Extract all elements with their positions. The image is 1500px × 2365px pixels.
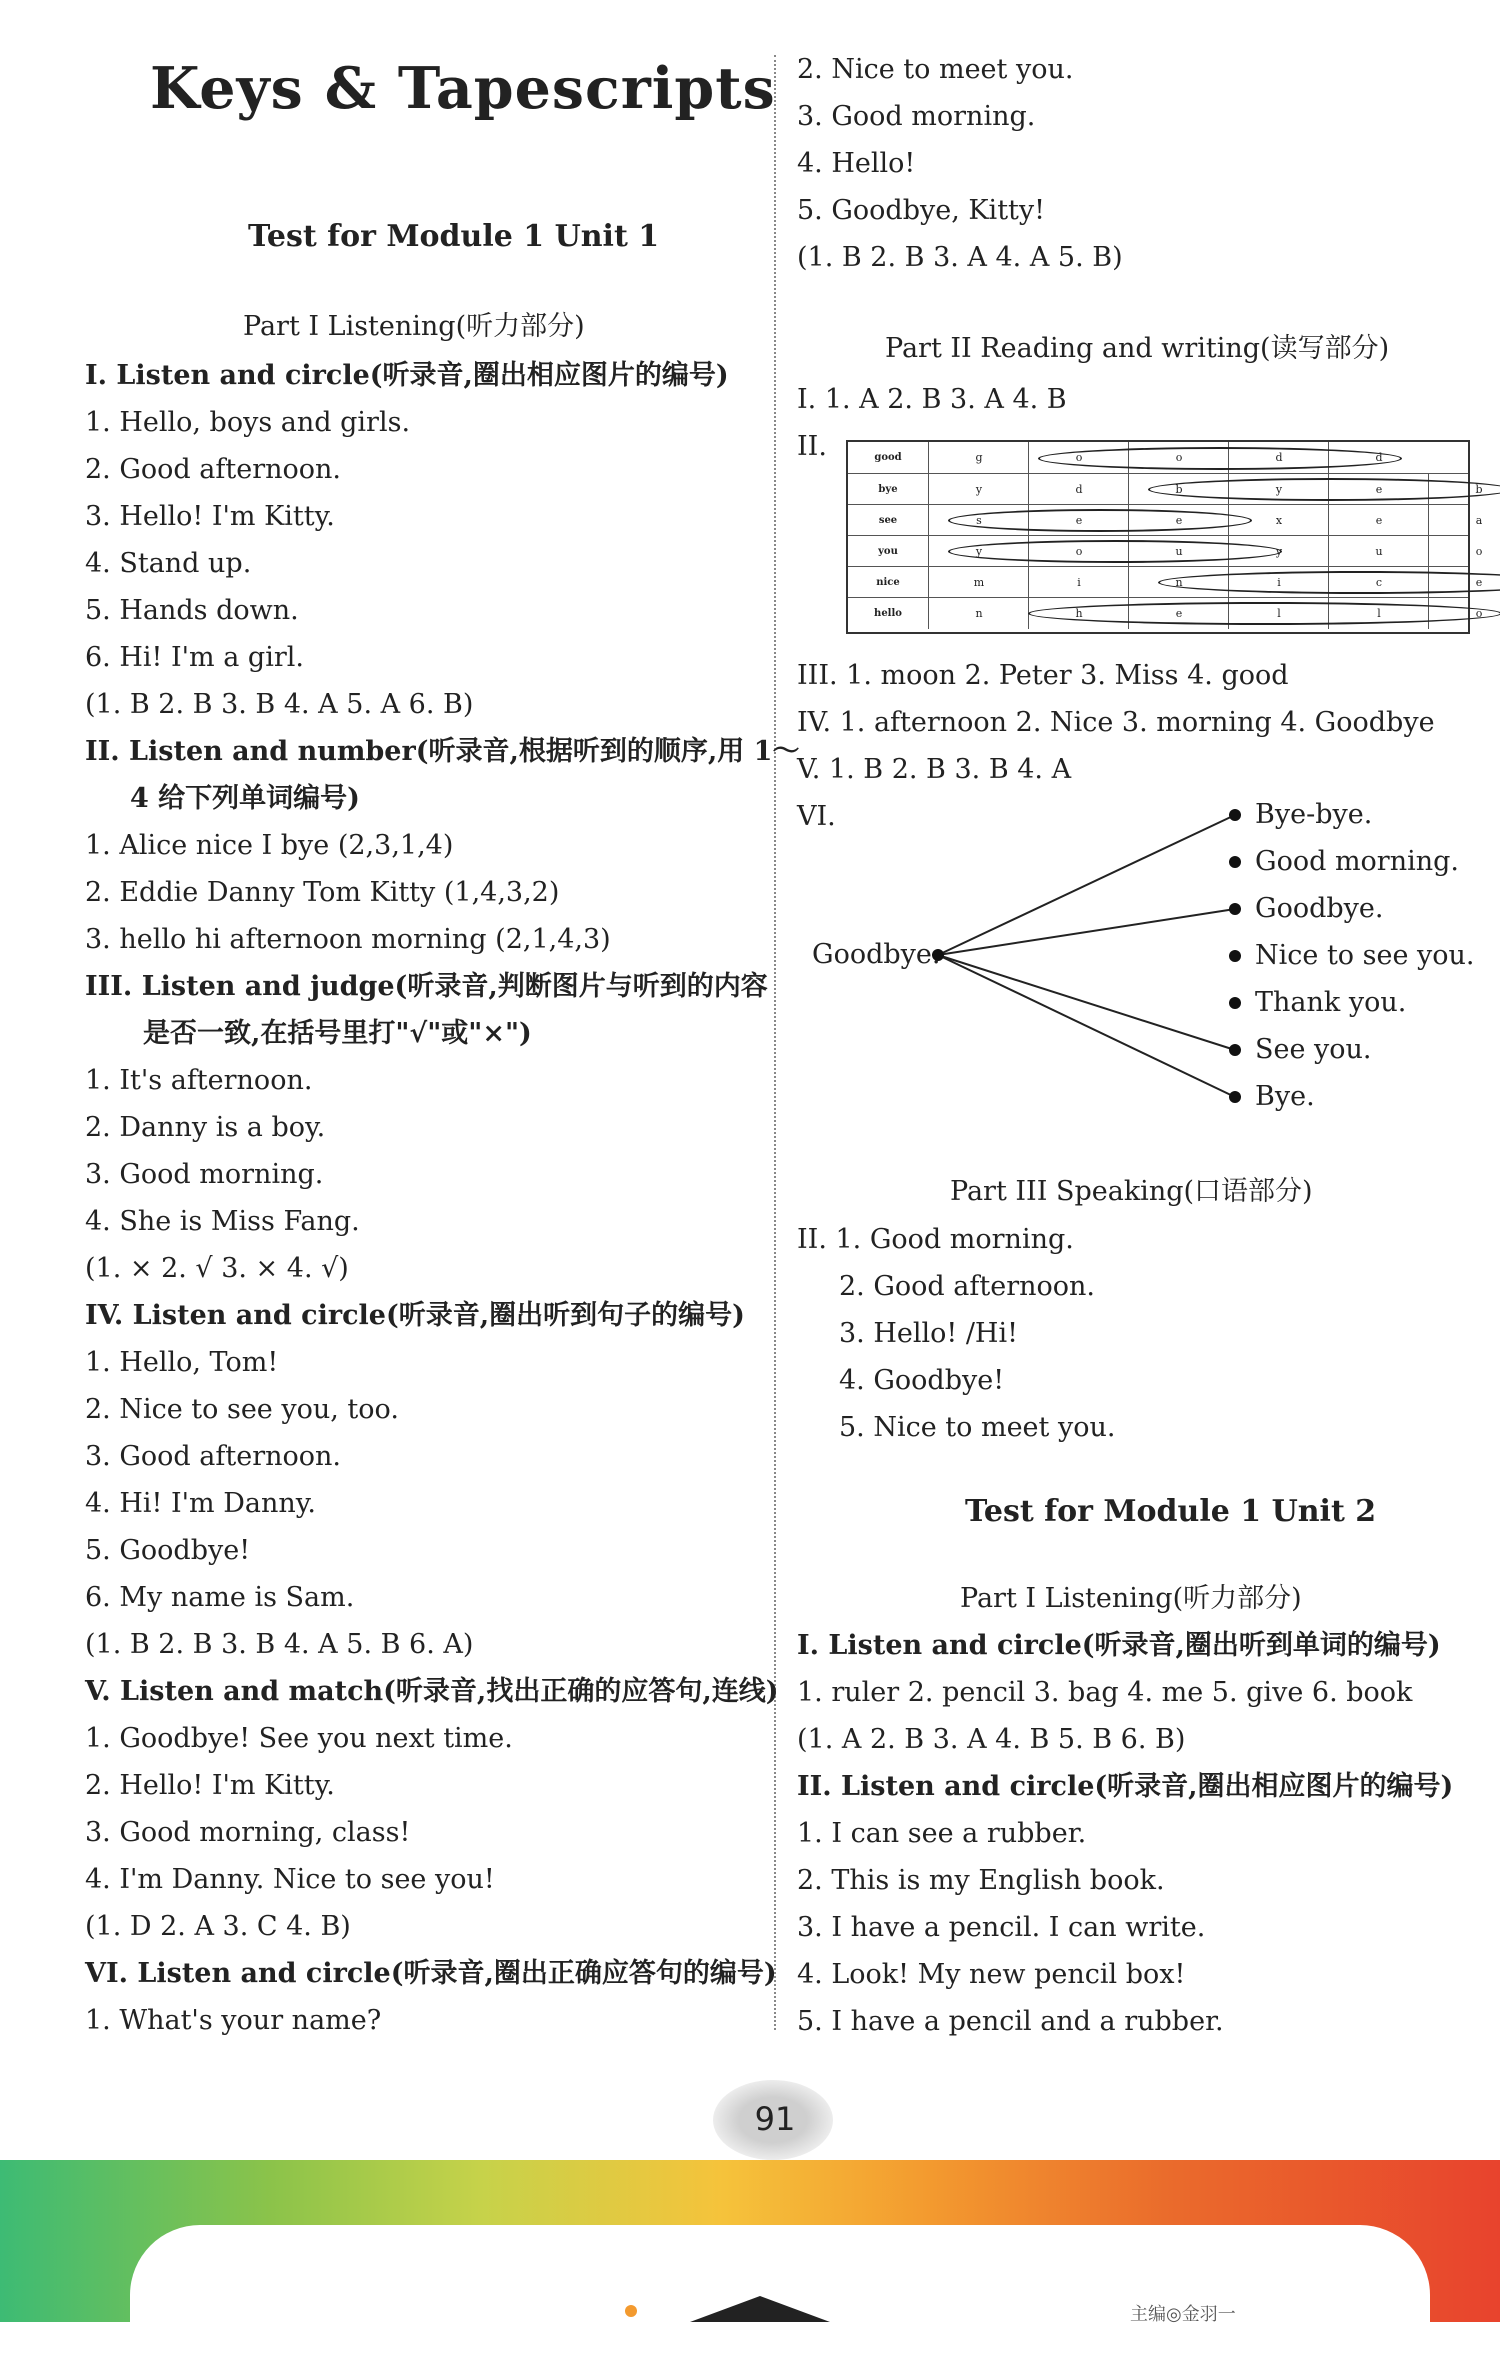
matching-exercise	[800, 790, 1500, 1120]
left-line: 1. Hello, Tom!	[85, 1347, 279, 1378]
target-dot	[1229, 997, 1241, 1009]
grid-cell: a	[1428, 505, 1500, 536]
grid-cell: y	[1228, 474, 1329, 505]
right-line: 3. I have a pencil. I can write.	[797, 1912, 1206, 1943]
grid-cell: o	[1428, 536, 1500, 567]
match-line	[938, 955, 1235, 1050]
word-circle	[948, 509, 1252, 532]
target-dot	[1229, 1091, 1241, 1103]
grid-cell: u	[1328, 536, 1429, 567]
left-line: (1. B 2. B 3. B 4. A 5. A 6. B)	[85, 689, 474, 720]
right-line: (1. A 2. B 3. A 4. B 5. B 6. B)	[797, 1724, 1186, 1755]
grid-cell: see	[878, 515, 898, 526]
page-title: Keys & Tapescripts	[150, 55, 776, 122]
grid-cell: hello	[874, 608, 902, 619]
left-line: 3. Good morning.	[85, 1159, 324, 1190]
left-line: 1. Goodbye! See you next time.	[85, 1723, 513, 1754]
grid-cell: e	[1428, 567, 1500, 598]
left-line: 是否一致,在括号里打"√"或"×")	[143, 1018, 532, 1049]
decor-dot	[625, 2305, 637, 2317]
grid-cell: bye	[878, 484, 898, 495]
grid-cell: g	[928, 442, 1029, 473]
grid-cell: l	[1228, 598, 1329, 629]
grid-cell: u	[1128, 536, 1229, 567]
match-line	[938, 909, 1235, 955]
left-line: 4. Stand up.	[85, 548, 252, 579]
page-number: 91	[754, 2100, 796, 2138]
match-line	[938, 955, 1235, 1097]
left-line: 1. Hello, boys and girls.	[85, 407, 411, 438]
left-line: 3. hello hi afternoon morning (2,1,4,3)	[85, 924, 611, 955]
match-target: Good morning.	[1255, 846, 1459, 877]
left-line: (1. D 2. A 3. C 4. B)	[85, 1911, 351, 1942]
match-target: Nice to see you.	[1255, 940, 1475, 971]
word-search-grid	[846, 440, 1483, 634]
left-line: Part I Listening(听力部分)	[243, 311, 585, 342]
left-line: (1. B 2. B 3. B 4. A 5. B 6. A)	[85, 1629, 474, 1660]
left-line: 2. Danny is a boy.	[85, 1112, 326, 1143]
left-line: 1. It's afternoon.	[85, 1065, 313, 1096]
grid-cell: o	[1028, 442, 1129, 473]
word-circle	[1028, 602, 1500, 625]
left-line: V. Listen and match(听录音,找出正确的应答句,连线)	[85, 1676, 779, 1707]
grid-cell: d	[1028, 474, 1129, 505]
grid-cell: nice	[876, 577, 900, 588]
grid-cell: e	[1128, 598, 1229, 629]
left-line: 5. Goodbye!	[85, 1535, 251, 1566]
grid-cell: n	[1128, 567, 1229, 598]
graduation-cap-icon	[690, 2296, 830, 2322]
match-source: Goodbye.	[812, 939, 941, 970]
left-line: 4. I'm Danny. Nice to see you!	[85, 1864, 495, 1895]
grid-cell: o	[1128, 442, 1229, 473]
right-line: 4. Goodbye!	[839, 1365, 1005, 1396]
right-line: 4. Look! My new pencil box!	[797, 1959, 1186, 1990]
left-line: 1. What's your name?	[85, 2005, 382, 2036]
target-dot	[1229, 856, 1241, 868]
right-line: 5. I have a pencil and a rubber.	[797, 2006, 1224, 2037]
right-line: 4. Hello!	[797, 148, 916, 179]
word-circle	[1038, 447, 1402, 470]
left-line: 6. Hi! I'm a girl.	[85, 642, 304, 673]
editor-credit: 主编◎金羽一	[1130, 2304, 1236, 2325]
grid-cell: h	[1028, 598, 1129, 629]
left-line: Test for Module 1 Unit 1	[248, 219, 660, 254]
left-line: 4. She is Miss Fang.	[85, 1206, 360, 1237]
right-line: II. 1. Good morning.	[797, 1224, 1074, 1255]
right-line: 5. Goodbye, Kitty!	[797, 195, 1045, 226]
grid-cell: c	[1328, 567, 1429, 598]
grid-cell: n	[928, 598, 1029, 629]
grid-cell: l	[1328, 598, 1429, 629]
grid-cell: m	[928, 567, 1029, 598]
grid-cell: x	[1228, 505, 1329, 536]
left-line: 2. Good afternoon.	[85, 454, 341, 485]
grid-cell: i	[1028, 567, 1129, 598]
match-target: Goodbye.	[1255, 893, 1384, 924]
right-line: Part III Speaking(口语部分)	[950, 1176, 1313, 1207]
left-line: 3. Good afternoon.	[85, 1441, 341, 1472]
grid-cell: i	[1228, 567, 1329, 598]
right-line: Part II Reading and writing(读写部分)	[885, 333, 1390, 364]
right-line: 2. This is my English book.	[797, 1865, 1165, 1896]
left-line: 3. Good morning, class!	[85, 1817, 411, 1848]
match-line	[938, 815, 1235, 955]
right-line: III. 1. moon 2. Peter 3. Miss 4. good	[797, 660, 1289, 691]
word-circle	[1148, 478, 1500, 501]
left-line: I. Listen and circle(听录音,圈出相应图片的编号)	[85, 360, 729, 391]
right-line: (1. B 2. B 3. A 4. A 5. B)	[797, 242, 1123, 273]
grid-cell: d	[1228, 442, 1329, 473]
right-line: 1. I can see a rubber.	[797, 1818, 1087, 1849]
left-line: VI. Listen and circle(听录音,圈出正确应答句的编号)	[85, 1958, 777, 1989]
left-line: 2. Hello! I'm Kitty.	[85, 1770, 335, 1801]
grid-cell: b	[1428, 474, 1500, 505]
right-line: Test for Module 1 Unit 2	[965, 1494, 1377, 1529]
left-line: III. Listen and judge(听录音,判断图片与听到的内容	[85, 971, 768, 1002]
grid-cell: y	[1228, 536, 1329, 567]
left-line: 2. Eddie Danny Tom Kitty (1,4,3,2)	[85, 877, 560, 908]
grid-cell: o	[1428, 598, 1500, 629]
right-line: 2. Nice to meet you.	[797, 54, 1074, 85]
word-circle	[948, 540, 1282, 563]
grid-cell: you	[878, 546, 898, 557]
left-line: 6. My name is Sam.	[85, 1582, 355, 1613]
grid-cell: e	[1328, 505, 1429, 536]
grid-cell: y	[928, 536, 1029, 567]
match-target: See you.	[1255, 1034, 1372, 1065]
right-line: II. Listen and circle(听录音,圈出相应图片的编号)	[797, 1771, 1454, 1802]
left-line: IV. Listen and circle(听录音,圈出听到句子的编号)	[85, 1300, 745, 1331]
left-line: 2. Nice to see you, too.	[85, 1394, 399, 1425]
left-line: (1. × 2. √ 3. × 4. √)	[85, 1253, 349, 1284]
match-target: Bye-bye.	[1255, 799, 1373, 830]
right-line: 1. ruler 2. pencil 3. bag 4. me 5. give 6. book	[797, 1677, 1413, 1708]
grid-cell: s	[928, 505, 1029, 536]
left-line: 1. Alice nice I bye (2,3,1,4)	[85, 830, 454, 861]
match-target: Thank you.	[1255, 987, 1407, 1018]
right-line: 2. Good afternoon.	[839, 1271, 1095, 1302]
right-line: Part I Listening(听力部分)	[960, 1583, 1302, 1614]
column-divider	[774, 55, 776, 2030]
grid-cell: y	[928, 474, 1029, 505]
right-line: IV. 1. afternoon 2. Nice 3. morning 4. Goodbye	[797, 707, 1435, 738]
right-line: I. 1. A 2. B 3. A 4. B	[797, 384, 1067, 415]
right-line: V. 1. B 2. B 3. B 4. A	[797, 754, 1072, 785]
left-line: 5. Hands down.	[85, 595, 299, 626]
left-line: 4. Hi! I'm Danny.	[85, 1488, 317, 1519]
left-line: II. Listen and number(听录音,根据听到的顺序,用 1～	[85, 736, 800, 767]
right-line: 5. Nice to meet you.	[839, 1412, 1116, 1443]
target-dot	[1229, 809, 1241, 821]
right-line: II.	[797, 431, 827, 462]
right-line: 3. Hello! /Hi!	[839, 1318, 1018, 1349]
match-target: Bye.	[1255, 1081, 1315, 1112]
target-dot	[1229, 950, 1241, 962]
target-dot	[1229, 903, 1241, 915]
right-line: 3. Good morning.	[797, 101, 1036, 132]
footer-card	[130, 2225, 1430, 2365]
left-line: 4 给下列单词编号)	[130, 783, 360, 814]
right-line: VI.	[797, 801, 836, 832]
left-line: 3. Hello! I'm Kitty.	[85, 501, 335, 532]
grid-cell: d	[1328, 442, 1429, 473]
right-line: I. Listen and circle(听录音,圈出听到单词的编号)	[797, 1630, 1441, 1661]
target-dot	[1229, 1044, 1241, 1056]
grid-cell: b	[1128, 474, 1229, 505]
grid-cell: e	[1328, 474, 1429, 505]
grid-cell: e	[1028, 505, 1129, 536]
grid-cell: good	[874, 452, 902, 463]
grid-cell: e	[1128, 505, 1229, 536]
grid-cell: o	[1028, 536, 1129, 567]
